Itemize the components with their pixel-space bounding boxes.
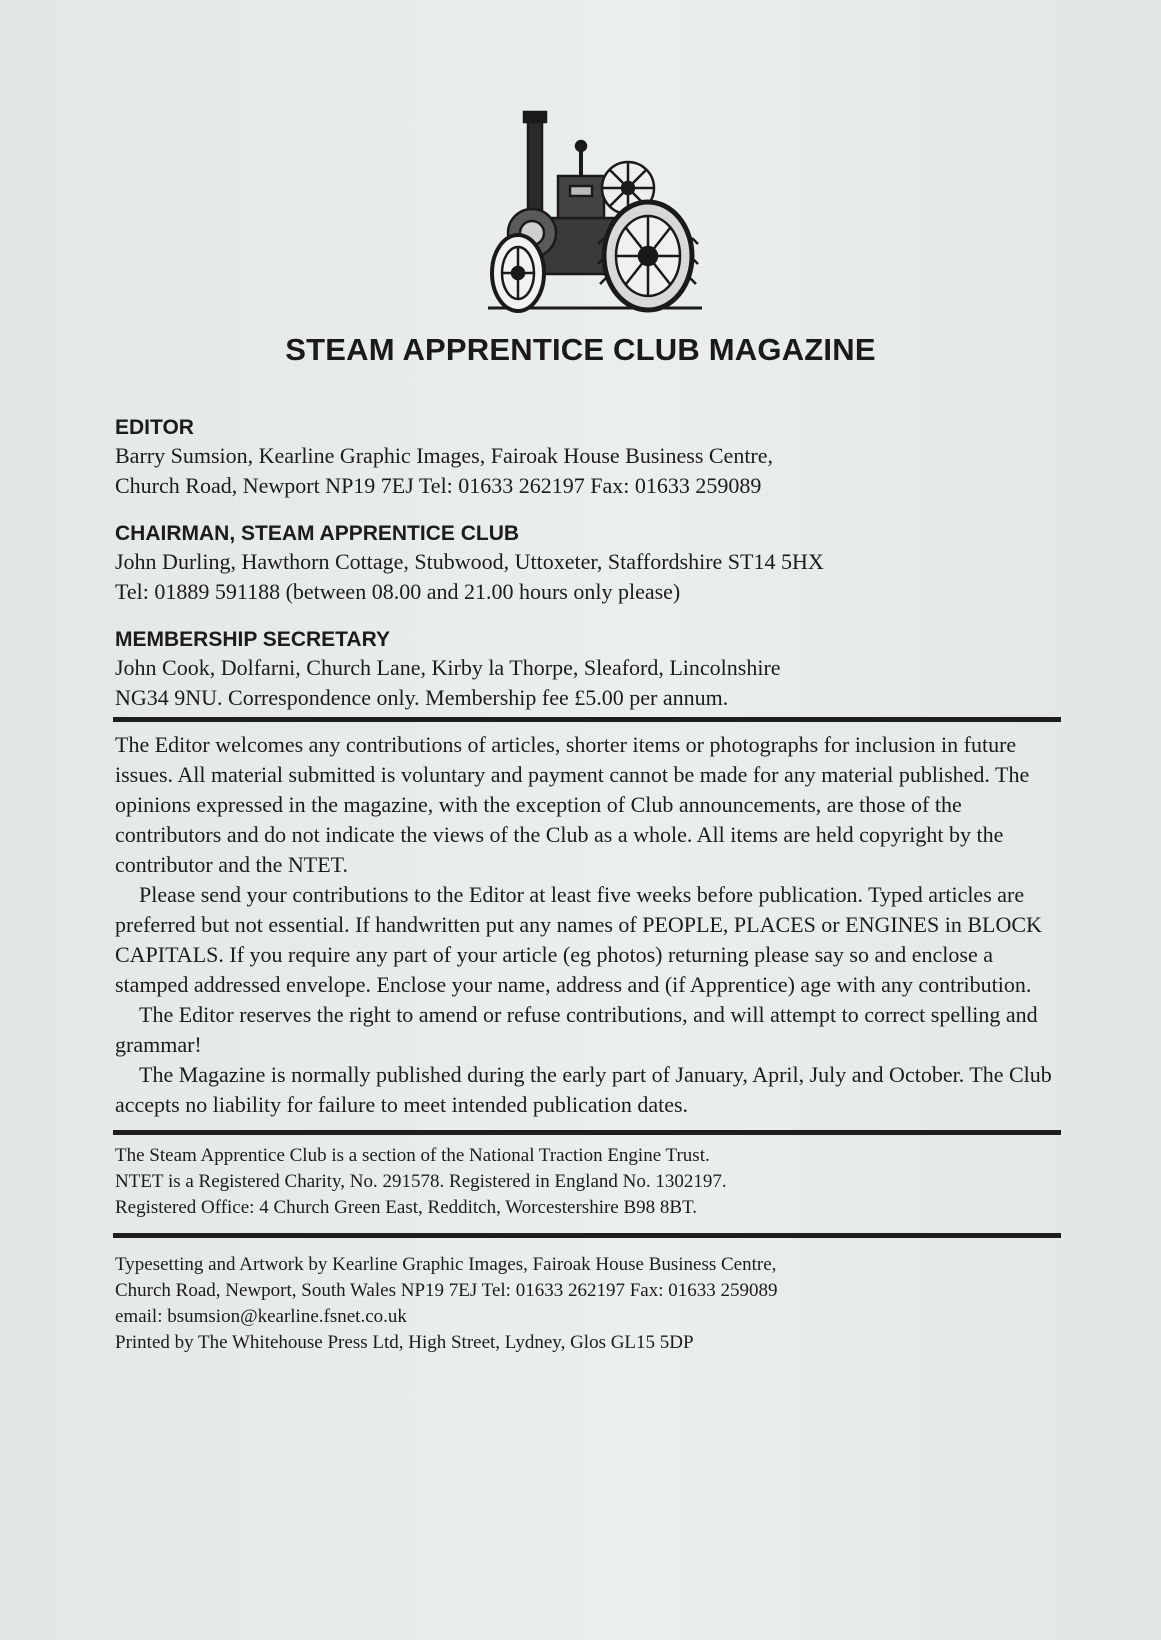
page-content [115, 415, 1059, 1356]
contribution-paragraph: The Magazine is normally published during the early part of January, April, July and October. The Club accepts no liability for failure to meet intended publication dates. [115, 1062, 1052, 1117]
credits [115, 1252, 1059, 1356]
divider [113, 1130, 1061, 1135]
contribution-paragraph: Please send your contributions to the Editor at least five weeks before publication. Typed articles are preferred but not essential. If handwritten put any names of PEOPLE, PLACES or ENGINES in BLOCK CAPITALS. If you require any part of your article (eg photos) returning please say so and enclose a stamped addressed envelope. Enclose your name, address and (if Apprentice) age with any contribution. [115, 882, 1042, 997]
section-line: John Durling, Hawthorn Cottage, Stubwood, Uttoxeter, Staffordshire ST14 5HX [115, 549, 824, 574]
contributions-notice [115, 730, 1059, 1120]
credits-line: Typesetting and Artwork by Kearline Graphic Images, Fairoak House Business Centre, [115, 1254, 777, 1275]
membership-section [115, 627, 1059, 713]
contribution-paragraph: The Editor welcomes any contributions of articles, shorter items or photographs for inclusion in future issues. All material submitted is voluntary and payment cannot be made for any material published. The opinions expressed in the magazine, with the exception of Club announcements, are those of the contributors and do not indicate the views of the Club as a whole. All items are held copyright by the contributor and the NTET. [115, 732, 1030, 877]
credits-line: Church Road, Newport, South Wales NP19 7EJ Tel: 01633 262197 Fax: 01633 259089 [115, 1280, 778, 1301]
chairman-section [115, 521, 1059, 607]
section-heading: EDITOR [115, 416, 194, 439]
divider [113, 717, 1061, 722]
section-line: Tel: 01889 591188 (between 08.00 and 21.00 hours only please) [115, 579, 681, 604]
section-line: Barry Sumsion, Kearline Graphic Images, Fairoak House Business Centre, [115, 443, 774, 468]
charity-line: Registered Office: 4 Church Green East, Redditch, Worcestershire B98 8BT. [115, 1197, 698, 1218]
divider [113, 1233, 1061, 1238]
section-line: John Cook, Dolfarni, Church Lane, Kirby la Thorpe, Sleaford, Lincolnshire [115, 655, 781, 680]
printer-line: Printed by The Whitehouse Press Ltd, High Street, Lydney, Glos GL15 5DP [115, 1332, 694, 1353]
charity-notice [115, 1143, 1059, 1221]
page-title: STEAM APPRENTICE CLUB MAGAZINE [285, 332, 876, 367]
section-line: Church Road, Newport NP19 7EJ Tel: 01633 262197 Fax: 01633 259089 [115, 473, 762, 498]
traction-engine-icon [488, 108, 702, 328]
charity-line: The Steam Apprentice Club is a section of the National Traction Engine Trust. [115, 1145, 710, 1166]
email-line: email: bsumsion@kearline.fsnet.co.uk [115, 1306, 407, 1327]
charity-line: NTET is a Registered Charity, No. 291578. Registered in England No. 1302197. [115, 1171, 727, 1192]
section-heading: CHAIRMAN, STEAM APPRENTICE CLUB [115, 522, 520, 545]
contribution-paragraph: The Editor reserves the right to amend or refuse contributions, and will attempt to correct spelling and grammar! [115, 1002, 1038, 1057]
section-line: NG34 9NU. Correspondence only. Membership fee £5.00 per annum. [115, 685, 729, 710]
section-heading: MEMBERSHIP SECRETARY [115, 628, 390, 651]
editor-section [115, 415, 1059, 501]
